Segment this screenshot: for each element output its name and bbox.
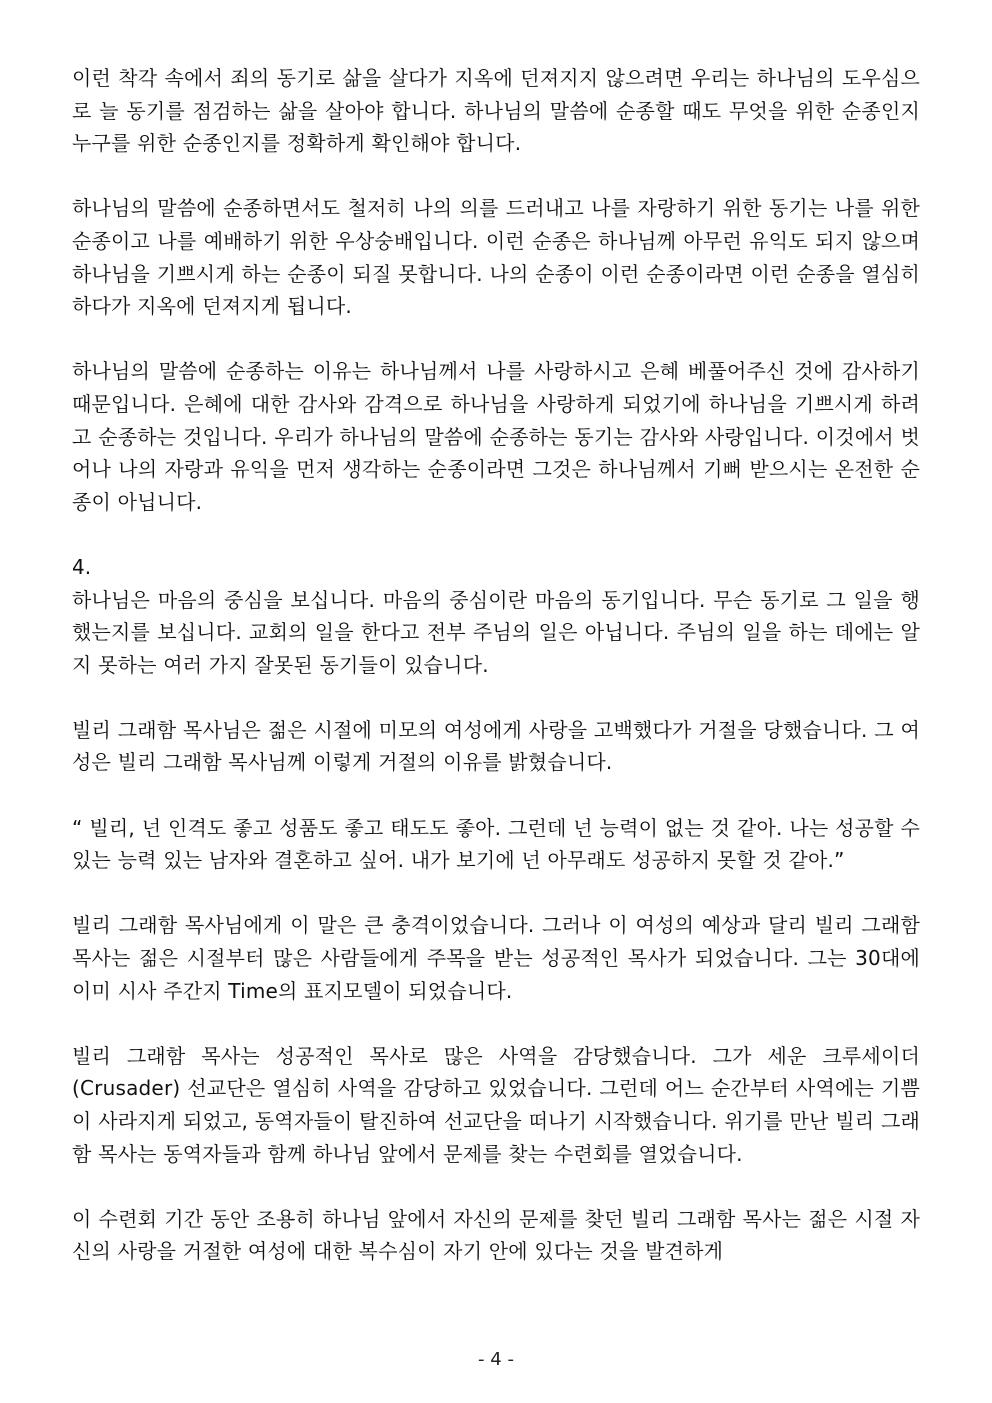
section-paragraph-1: 하나님은 마음의 중심을 보십니다. 마음의 중심이란 마음의 동기입니다. 무슨 동기로 그 일을 행했는지를 보십니다. 교회의 일을 한다고 전부 주님의 일은 아닙니다. 주님의 일을 하는 데에는 알지 못하는 여러 가지 잘못된 동기들이 있습니다. xyxy=(72,587,920,677)
section-paragraph-6: 이 수련회 기간 동안 조용히 하나님 앞에서 자신의 문제를 찾던 빌리 그래함 목사는 젊은 시절 자신의 사랑을 거절한 여성에 대한 복수심이 자기 안에 있다는 것을 발견하게 xyxy=(72,1206,920,1264)
section-paragraph-2: 빌리 그래함 목사님은 젊은 시절에 미모의 여성에게 사랑을 고백했다가 거절을 당했습니다. 그 여성은 빌리 그래함 목사님께 이렇게 거절의 이유를 밝혔습니다. xyxy=(72,717,920,775)
section-number: 4. xyxy=(72,554,92,579)
quote-paragraph: “ 빌리, 넌 인격도 좋고 성품도 좋고 태도도 좋아. 그런데 넌 능력이 없는 것 같아. 나는 성공할 수 있는 능력 있는 남자와 결혼하고 싶어. 내가 보기에 넌 아무래도 성공하지 못할 것 같아.” xyxy=(72,815,920,873)
paragraph-3: 하나님의 말씀에 순종하는 이유는 하나님께서 나를 사랑하시고 은혜 베풀어주신 것에 감사하기 때문입니다. 은혜에 대한 감사와 감격으로 하나님을 사랑하게 되었기에 하나님을 기쁘시게 하려고 순종하는 것입니다. 우리가 하나님의 말씀에 순종하는 동기는 감사와 사랑입니다. 이것에서 벗어나 나의 자랑과 유익을 먼저 생각하는 순종이라면 그것은 하나님께서 기뻐 받으시는 온전한 순종이 아닙니다. xyxy=(72,359,920,514)
section-paragraph-4: 빌리 그래함 목사님에게 이 말은 큰 충격이었습니다. 그러나 이 여성의 예상과 달리 빌리 그래함 목사는 젊은 시절부터 많은 사람들에게 주목을 받는 성공적인 목사가 되었습니다. 그는 30대에 이미 시사 주간지 Time의 표지모델이 되었습니다. xyxy=(72,913,920,1003)
paragraph-2: 하나님의 말씀에 순종하면서도 철저히 나의 의를 드러내고 나를 자랑하기 위한 동기는 나를 위한 순종이고 나를 예배하기 위한 우상숭배입니다. 이런 순종은 하나님께 아무런 유익도 되지 않으며 하나님을 기쁘시게 하는 순종이 되질 못합니다. 나의 순종이 이런 순종이라면 이런 순종을 열심히 하다가 지옥에 던져지게 됩니다. xyxy=(72,196,920,319)
paragraph-1: 이런 착각 속에서 죄의 동기로 삶을 살다가 지옥에 던져지지 않으려면 우리는 하나님의 도우심으로 늘 동기를 점검하는 삶을 살아야 합니다. 하나님의 말씀에 순종할 때도 무엇을 위한 순종인지 누구를 위한 순종인지를 정확하게 확인해야 합니다. xyxy=(72,66,920,156)
page-number: - 4 - xyxy=(478,1349,514,1370)
document-page xyxy=(72,62,920,1268)
section-paragraph-5: 빌리 그래함 목사는 성공적인 목사로 많은 사역을 감당했습니다. 그가 세운 크루세이더(Crusader) 선교단은 열심히 사역을 감당하고 있었습니다. 그런데 어느 순간부터 사역에는 기쁨이 사라지게 되었고, 동역자들이 탈진하여 선교단을 떠나기 시작했습니다. 위기를 만난 빌리 그래함 목사는 동역자들과 함께 하나님 앞에서 문제를 찾는 수련회를 열었습니다. xyxy=(72,1043,920,1166)
